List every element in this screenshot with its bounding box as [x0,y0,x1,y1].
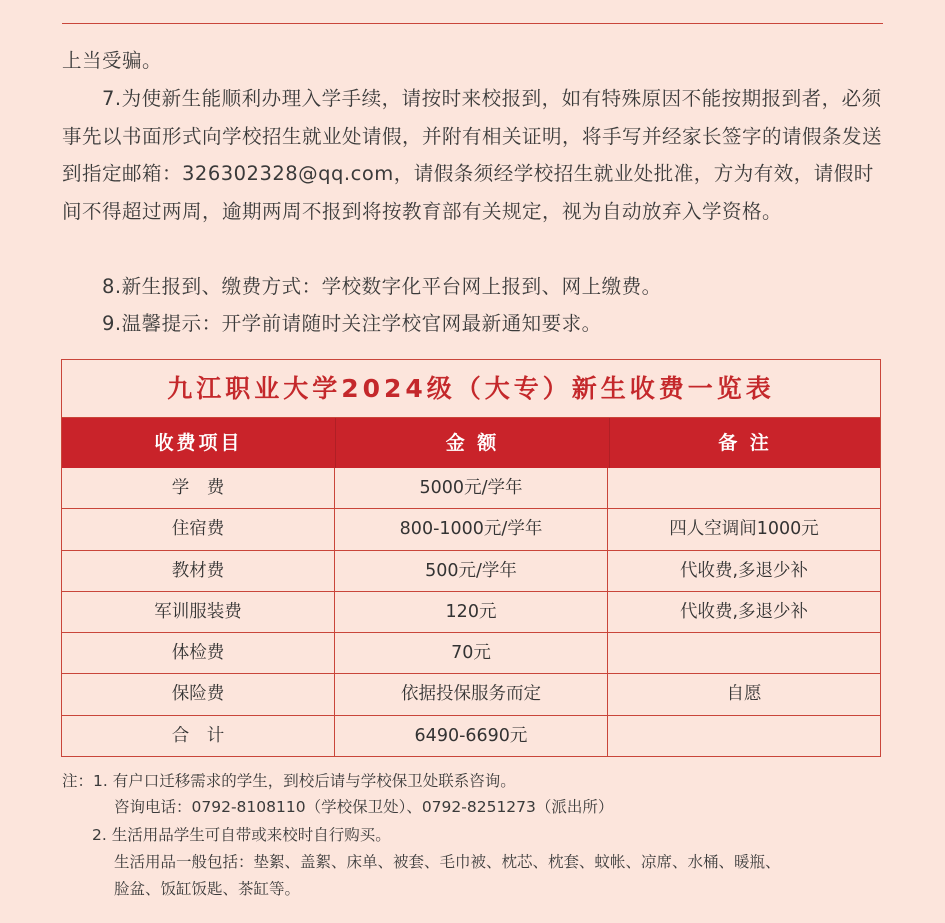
row-remark-cell [608,468,880,508]
row-amount-cell: 5000元/学年 [335,468,608,508]
header-amount: 金 额 [336,418,610,468]
top-divider [62,23,883,24]
paragraph-fragment: 上当受骗。 [62,49,163,72]
row-amount-cell: 依据投保服务而定 [335,674,608,714]
row-remark-cell [608,716,880,756]
row-item-cell: 合 计 [62,716,335,756]
paragraph-7: 7.为使新生能顺利办理入学手续，请按时来校报到，如有特殊原因不能按期报到者，必须事先以书面形式向学校招生就业处请假，并附有相关证明，将手写并经家长签字的请假条发送到指定邮箱：326302328@qq.com，请假条须经学校招生就业处批准，方为有效，请假时间不得超过两周，逾期两周不报到将按教育部有关规定，视为自动放弃入学资格。 [62,87,883,223]
row-remark-cell: 代收费,多退少补 [679,601,809,622]
row-remark-cell: 代收费,多退少补 [679,560,809,581]
table-row [62,591,880,632]
header-remark: 备 注 [718,432,772,454]
note-2: 2. 生活用品学生可自带或来校时自行购买。 [92,826,391,844]
note-1: 注：1. 有户口迁移需求的学生，到校后请与学校保卫处联系咨询。 [62,772,516,790]
row-remark-cell: 自愿 [726,684,762,705]
row-item-cell: 住宿费 [62,509,335,549]
table-header-row [62,418,880,468]
paragraph-8: 8.新生报到、缴费方式：学校数字化平台网上报到、网上缴费。 [102,275,662,298]
row-amount-cell: 500元/学年 [335,551,608,591]
note-2-items-cont: 脸盆、饭缸饭匙、茶缸等。 [114,880,301,898]
row-amount-cell: 70元 [335,633,608,673]
row-amount-cell: 6490-6690元 [335,716,608,756]
row-item-cell: 保险费 [62,674,335,714]
row-item-cell: 体检费 [62,633,335,673]
row-item-cell: 军训服装费 [62,592,335,632]
paragraph-9: 9.温馨提示：开学前请随时关注学校官网最新通知要求。 [102,312,602,335]
table-body [62,468,880,756]
row-amount-cell: 120元 [335,592,608,632]
note-1-phone: 咨询电话：0792-8108110（学校保卫处）、0792-8251273（派出所） [114,798,614,816]
table-title: 九江职业大学2024级（大专）新生收费一览表 [62,360,880,418]
note-2-items: 生活用品一般包括：垫絮、盖絮、床单、被套、毛巾被、枕芯、枕套、蚊帐、凉席、水桶、暖瓶、 [114,853,781,871]
row-item-cell: 教材费 [62,551,335,591]
table-row [62,715,880,756]
table-row [62,632,880,673]
row-item-cell: 学 费 [62,468,335,508]
table-row [62,508,880,549]
header-item: 收费项目 [62,418,336,468]
table-row [62,673,880,714]
row-remark-cell: 四人空调间1000元 [669,519,819,540]
fee-table [61,359,881,757]
table-row [62,468,880,508]
row-amount-cell: 800-1000元/学年 [335,509,608,549]
row-remark-cell [608,633,880,673]
table-row [62,550,880,591]
